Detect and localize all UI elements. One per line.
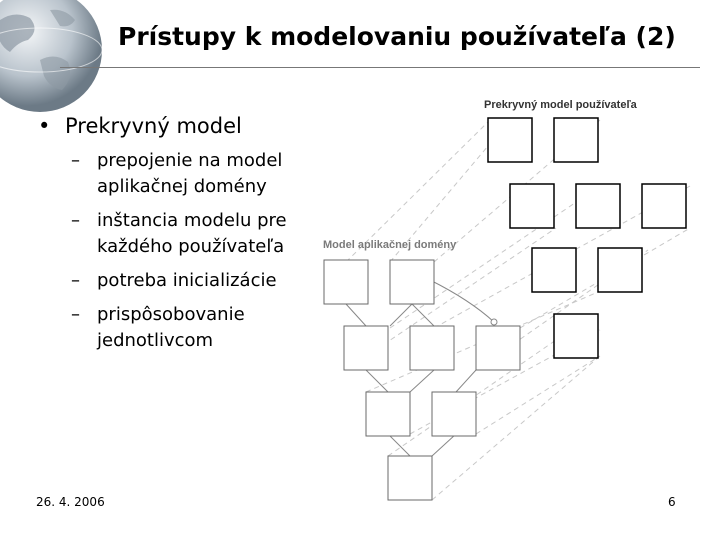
main-bullet-label: Prekryvný model	[65, 114, 242, 138]
sub-bullet-text: prepojenie na model aplikačnej domény	[97, 150, 283, 197]
title-divider	[60, 67, 700, 68]
sub-bullet-dash: –	[71, 150, 80, 171]
overlay-model-diagram	[300, 90, 720, 510]
page-title: Prístupy k modelovaniu používateľa (2)	[118, 22, 676, 51]
globe-logo	[0, 0, 110, 120]
domain-nodes	[324, 260, 520, 500]
sub-bullet	[71, 208, 318, 260]
sub-bullet-text: prispôsobovanie jednotlivcom	[97, 304, 245, 351]
footer-date: 26. 4. 2006	[36, 495, 105, 509]
overlay-nodes	[488, 118, 686, 358]
sub-bullet-dash: –	[71, 304, 80, 325]
bullet-marker: •	[38, 114, 51, 138]
edge-marker-icon	[491, 319, 497, 325]
page-number: 6	[668, 495, 676, 509]
domain-model-label: Model aplikačnej domény	[323, 239, 457, 251]
overlay-model-label: Prekryvný model používateľa	[484, 99, 637, 111]
sub-bullet	[71, 302, 318, 354]
sub-bullet	[71, 268, 318, 294]
sub-bullet-dash: –	[71, 210, 80, 231]
sub-bullet-text: inštancia modelu pre každého používateľa	[97, 210, 287, 257]
sub-bullet-text: potreba inicializácie	[97, 270, 277, 291]
sub-bullet-dash: –	[71, 270, 80, 291]
main-bullet	[38, 114, 318, 138]
bullet-list	[38, 114, 318, 362]
sub-bullet	[71, 148, 318, 200]
